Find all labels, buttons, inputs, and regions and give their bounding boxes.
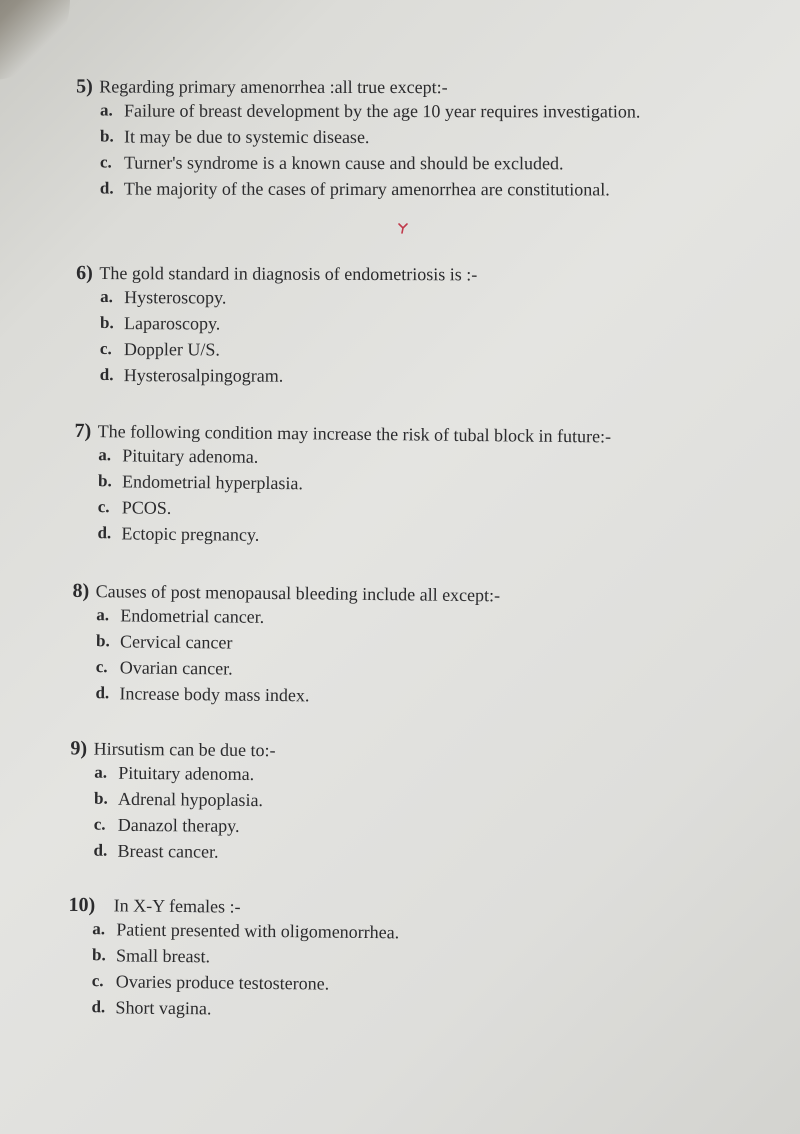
question-text: Regarding primary amenorrhea :all true except:-: [99, 76, 448, 98]
question-number: 10): [68, 893, 96, 917]
option-text: Pituitary adenoma.: [118, 762, 255, 784]
option-text: Failure of breast development by the age 10 year requires investigation.: [124, 100, 641, 122]
option-text: Turner's syndrome is a known cause and should be excluded.: [123, 152, 564, 174]
question-number: 7): [74, 419, 92, 443]
options-list: [97, 442, 674, 552]
options-list: [95, 602, 672, 712]
option-text: Danazol therapy.: [117, 814, 240, 836]
option-b: [100, 310, 676, 338]
option-letter: d.: [99, 365, 114, 385]
option-letter: d.: [91, 997, 106, 1017]
option-text: Patient presented with oligomenorrhea.: [116, 919, 400, 943]
question-9: [69, 737, 670, 868]
option-letter: d.: [99, 178, 114, 198]
option-d: [95, 680, 671, 712]
option-letter: a.: [94, 762, 108, 782]
option-letter: a.: [98, 445, 112, 465]
option-d: [93, 838, 669, 869]
option-text: Breast cancer.: [117, 840, 219, 862]
option-letter: b.: [97, 471, 112, 491]
option-text: Endometrial cancer.: [120, 605, 265, 627]
option-text: Laparoscopy.: [123, 313, 221, 334]
option-text: The majority of the cases of primary amenorrhea are constitutional.: [123, 178, 610, 200]
question-text: The gold standard in diagnosis of endometriosis is :-: [99, 263, 478, 285]
option-letter: c.: [97, 497, 110, 517]
option-letter: d.: [97, 523, 112, 543]
options-list: [93, 760, 670, 869]
option-text: Adrenal hypoplasia.: [117, 788, 264, 811]
option-a: [100, 284, 676, 312]
question-8: [71, 580, 672, 712]
question-number: 8): [72, 579, 90, 603]
option-text: Small breast.: [115, 945, 211, 967]
option-a: [100, 98, 660, 125]
question-text: Causes of post menopausal bleeding include all except:-: [95, 581, 501, 606]
question-text: The following condition may increase the risk of tubal block in future:-: [97, 421, 612, 447]
options-list: [91, 916, 668, 1026]
options-list: [100, 98, 676, 203]
question-text: Hirsutism can be due to:-: [93, 738, 276, 761]
question-number: 5): [76, 75, 93, 98]
option-c: [100, 336, 676, 364]
option-letter: b.: [93, 788, 108, 808]
option-letter: c.: [99, 339, 112, 359]
option-text: It may be due to systemic disease.: [123, 126, 370, 147]
question-header: [76, 262, 676, 286]
option-letter: d.: [95, 683, 110, 703]
option-text: Short vagina.: [115, 997, 212, 1019]
option-letter: a.: [100, 287, 113, 307]
question-number: 6): [76, 261, 93, 285]
option-text: Ovarian cancer.: [119, 657, 233, 679]
option-text: Hysterosalpingogram.: [123, 365, 284, 386]
question-10: [67, 894, 668, 1026]
option-text: Increase body mass index.: [119, 683, 310, 706]
option-d: [91, 994, 667, 1026]
option-text: Ectopic pregnancy.: [121, 523, 260, 545]
question-text: In X-Y females :-: [113, 895, 241, 917]
option-text: Endometrial hyperplasia.: [121, 471, 304, 494]
option-d: [97, 520, 673, 552]
options-list: [100, 284, 676, 390]
option-letter: b.: [95, 631, 110, 651]
option-letter: c.: [93, 814, 106, 834]
option-text: Doppler U/S.: [123, 339, 220, 360]
option-b: [100, 124, 676, 151]
question-header: [76, 75, 676, 98]
option-c: [100, 150, 676, 177]
question-5: [76, 75, 676, 202]
option-text: Cervical cancer: [119, 631, 233, 653]
option-text: Hysteroscopy.: [124, 287, 227, 308]
option-d: [100, 362, 676, 390]
option-letter: a.: [100, 100, 113, 120]
option-letter: a.: [96, 605, 110, 625]
option-letter: b.: [91, 945, 106, 965]
option-text: Ovaries produce testosterone.: [115, 971, 330, 994]
option-letter: b.: [99, 126, 114, 146]
option-letter: b.: [99, 313, 114, 333]
option-letter: c.: [99, 152, 112, 172]
option-letter: c.: [95, 657, 108, 677]
option-text: PCOS.: [121, 497, 172, 518]
pen-mark-icon: [397, 222, 409, 234]
option-d: [100, 176, 676, 203]
question-6: [76, 262, 676, 390]
option-letter: d.: [93, 840, 108, 860]
question-number: 9): [70, 737, 88, 760]
question-7: [73, 420, 674, 552]
option-text: Pituitary adenoma.: [122, 445, 259, 467]
option-letter: c.: [91, 971, 104, 991]
option-letter: a.: [92, 919, 106, 939]
